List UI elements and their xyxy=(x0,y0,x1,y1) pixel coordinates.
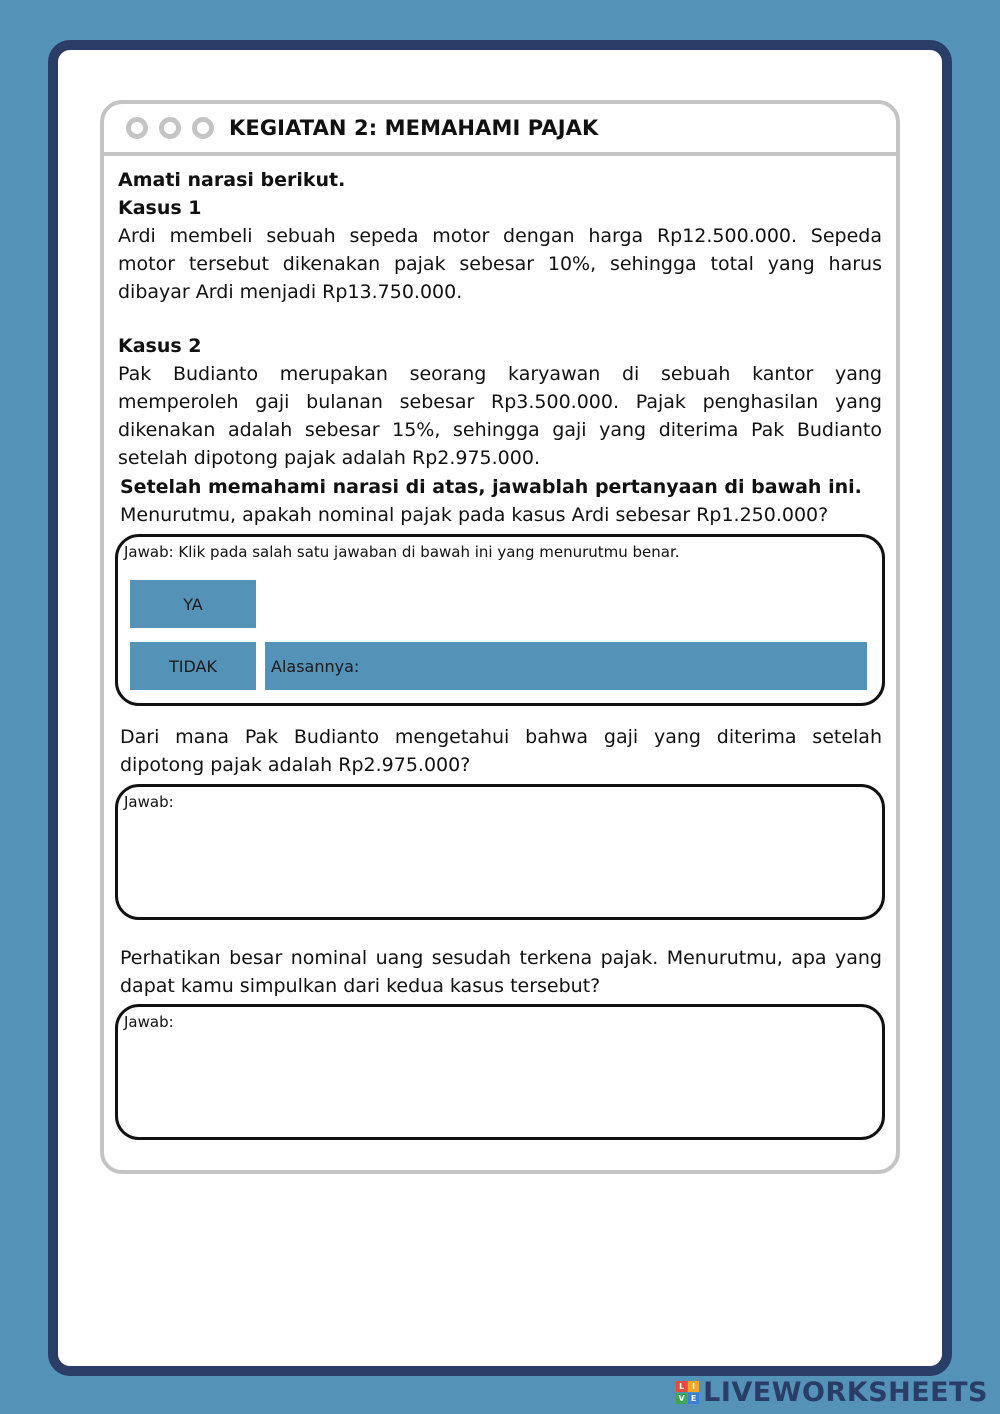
case2-body: Pak Budianto merupakan seorang karyawan di sebuah kantor yang memperoleh gaji bulanan sebesar Rp3.500.000. Pajak penghasilan yang dikenakan adalah sebesar 15%, sehingga gaji yang diterima Pak Budianto setelah dipotong pajak adalah Rp2.975.000. xyxy=(118,363,882,469)
question2-text: Dari mana Pak Budianto mengetahui bahwa gaji yang diterima setelah dipotong pajak adalah Rp2.975.000? xyxy=(120,726,882,776)
question1-text: Menurutmu, apakah nominal pajak pada kasus Ardi sebesar Rp1.250.000? xyxy=(120,504,829,526)
window-title: KEGIATAN 2: MEMAHAMI PAJAK xyxy=(229,116,599,140)
question3-text: Perhatikan besar nominal uang sesudah terkena pajak. Menurutmu, apa yang dapat kamu simpulkan dari kedua kasus tersebut? xyxy=(120,947,882,997)
brand-text: LIVEWORKSHEETS xyxy=(703,1377,988,1408)
live-mark-letter: I xyxy=(688,1381,699,1392)
option-no-button[interactable]: TIDAK xyxy=(130,642,256,690)
reason-input[interactable] xyxy=(265,642,867,690)
intro-text: Amati narasi berikut. xyxy=(118,169,346,191)
answer1-label: Jawab: Klik pada salah satu jawaban di bawah ini yang menurutmu benar. xyxy=(124,543,680,561)
window-titlebar xyxy=(104,104,896,156)
answer3-label: Jawab: xyxy=(124,1013,174,1031)
window-dot-icon xyxy=(126,117,148,139)
answer3-input[interactable] xyxy=(124,1034,876,1130)
option-yes-button[interactable]: YA xyxy=(130,580,256,628)
answer2-label: Jawab: xyxy=(124,793,174,811)
live-mark-letter: V xyxy=(676,1393,687,1404)
live-mark-icon xyxy=(676,1381,699,1404)
window-dot-icon xyxy=(159,117,181,139)
live-mark-letter: E xyxy=(688,1393,699,1404)
case1-body: Ardi membeli sebuah sepeda motor dengan harga Rp12.500.000. Sepeda motor tersebut dikenakan pajak sebesar 10%, sehingga total yang harus dibayar Ardi menjadi Rp13.750.000. xyxy=(118,225,882,303)
case1-heading: Kasus 1 xyxy=(118,197,202,219)
live-mark-letter: L xyxy=(676,1381,687,1392)
answer2-input[interactable] xyxy=(124,814,876,910)
instruction-text: Setelah memahami narasi di atas, jawablah pertanyaan di bawah ini. xyxy=(120,476,862,498)
window-dot-icon xyxy=(192,117,214,139)
case2-heading: Kasus 2 xyxy=(118,335,202,357)
liveworksheets-logo xyxy=(676,1377,988,1408)
